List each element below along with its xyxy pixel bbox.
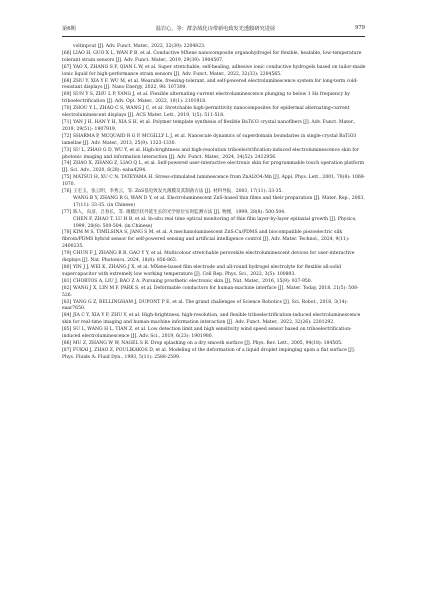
reference-text: YIN J J, WEI K, ZHANG J X, et al. MXene-based film electrode and all-round hydrogel electrolyte for flexible all-solid supercapacitor with extremely low working temperature [J]. Cell Rep. Phys. Sci., 2022, 3(5): 100893.	[62, 265, 342, 277]
reference-number: [67]	[62, 64, 72, 70]
reference-item	[62, 286, 367, 300]
reference-list	[62, 44, 367, 362]
reference-number: [84]	[62, 313, 72, 319]
reference-text: 王宏玉，张云明，李秀云，等. ZnS基电致发光薄膜及其制备方法 [J]. 材料导报，2003, 17(11): 33-35.	[73, 189, 283, 195]
reference-number: [72]	[62, 133, 72, 139]
reference-number: [70]	[62, 106, 72, 112]
reference-text: voltinpcut [J]. Adv. Funct. Mater., 2022, 32(39): 2204823.	[73, 44, 206, 49]
page-header	[62, 22, 365, 34]
reference-number: [74]	[62, 161, 72, 167]
reference-number: [75]	[62, 175, 72, 181]
reference-number: [77]	[62, 209, 72, 215]
reference-text: ZHU Y, XIA Y F, WU M, et al. Wearable, freezing-tolerant, and self-powered electroluminescence system for long-term cold-resistant displays [J]. Nano Energy, 2022, 98: 107309.	[62, 78, 358, 91]
reference-text: JIA C Y, XIA Y F, ZHU Y, et al. High-brightness, high-resolution, and flexible triboelectrification-induced electroluminescence skin for real-time imaging and human-machine information interaction [J]. Adv. Funct. Mater., 2022, 32(26): 2201292.	[62, 313, 361, 326]
reference-item	[62, 120, 367, 134]
reference-item	[62, 265, 367, 279]
reference-text: FUKAI J, ZHAO Z, POULIKAKOS D, et al. Modeling of the deformation of a liquid droplet impinging upon a flat surface [J]. Phys. Fluids A: Fluid Dyn., 1993, 5(11): 2588-2599.	[62, 347, 356, 360]
issue-number: 第6期	[62, 25, 76, 32]
reference-text: 陈人，向彦，吕春长，等. 薄膜层状外延生长的光学原位实时监测方法 [J]. 物理，1999, 28(8): 500-504.	[73, 209, 286, 215]
reference-text: SU L, WANG H L, TIAN Z, et al. Low detection limit and high sensitivity wind speed sensor based on triboelectrification-induced electroluminescence [J]. Adv. Sci., 2019, 6(23): 1901980.	[62, 327, 352, 340]
reference-item	[62, 327, 367, 341]
reference-item	[62, 161, 367, 175]
reference-item	[62, 175, 367, 189]
reference-number: [83]	[62, 299, 72, 305]
reference-number: [69]	[62, 92, 72, 98]
reference-item	[62, 65, 367, 79]
reference-item	[62, 230, 367, 251]
reference-number: [78]	[62, 230, 72, 236]
reference-text: WANG B Y, ZHANG R G, WAN D Y, et al. Electroluminescent ZnS-based thin films and their preparation [J]. Mater. Rep., 2003, 17(11): 33-35. (in Chinese)	[73, 195, 365, 208]
reference-text: SUN Y S, ZHU L P, YANG J, et al. Flexible alternating-current electroluminescence plunging to below 1 Hz frequency by triboelectrification [J]. Adv. Opt. Mater., 2022, 10(1): 2101918.	[62, 92, 350, 105]
reference-text: MATSUI H, XU C N, TATEYAMA H. Stress-stimulated luminescence from ZnAl2O4:Mn [J]. Appl. Phys. Lett., 2001, 78(8): 1068-1070.	[62, 175, 366, 188]
reference-text: LIAO H, GUO X L, WAN P B, et al. Conductive MXene nanocomposite organohydrogel for flexible, healable, low-temperature tolerant strain sensors [J]. Adv. Funct. Mater., 2019, 29(39): 1904507.	[62, 50, 362, 63]
reference-number: [87]	[62, 347, 72, 353]
reference-number: [86]	[62, 340, 72, 346]
reference-item	[62, 189, 367, 196]
reference-item	[62, 348, 367, 362]
reference-number: [80]	[62, 265, 72, 270]
reference-number: [79]	[62, 251, 72, 257]
reference-text: YAN J H, HAN Y H, XIA S H, et al. Polymer template synthesis of flexible BaTiO3 crystal nanofibers [J]. Adv. Funct. Mater., 2019, 29(51): 1907919.	[62, 119, 356, 132]
header-rule	[62, 36, 365, 37]
reference-item	[62, 251, 367, 265]
reference-text: KIM M S, TIMILSINA S, JANG S M, et al. A mechanoluminescent ZnS:Cu/PDMS and biocompatible piezoelectric silk fibroin/PDMS hybrid sensor for self-powered sensing and artificial intelligence control [J]. Adv. Mater. Technol., 2024, 9(11): 2400235.	[62, 230, 350, 250]
reference-text: ZHAO X, ZHANG Z, LIAO Q L, et al. Self-powered user-interactive electronic skin for programmable touch operation platform [J]. Sci. Adv., 2020, 6(28): eaba4294.	[62, 161, 365, 174]
reference-item	[62, 196, 367, 210]
reference-text: YANG G Z, BELLINGHAM J, DUPONT P E, et al. The grand challenges of Science Robotics [J]. Sci. Robot., 2018, 3(14): eaar7650.	[62, 299, 348, 312]
reference-text: SHARMA P, MCQUAID R G P, MCGILLY L J, et al. Nanoscale dynamics of superdomain boundaries in single-crystal BaTiO3 lamellae [J]. Adv. Mater., 2013, 25(9): 1323-1330.	[62, 133, 357, 146]
reference-text: MU Z, ZHANG W W, NAGEL S R. Drop splashing on a dry smooth surface [J]. Phys. Rev. Lett., 2005, 94(18): 184505.	[73, 340, 343, 346]
reference-item	[62, 300, 367, 314]
page-number: 979	[355, 25, 365, 31]
reference-text: ZHOU Y L, ZHAO C S, WANG J C, et al. Stretchable high-permittivity nanocomposites for epidermal alternating-current electroluminescent displays [J]. ACS Mater. Lett., 2019, 1(5): 511-518.	[62, 106, 350, 119]
reference-text: CHUN F J, ZHANG B B, GAO Y Y, et al. Multicolour stretchable perovskite electroluminescent devices for user-interactive displays [J]. Nat. Photonics, 2024, 18(8): 856-863.	[62, 251, 355, 264]
reference-item	[62, 92, 367, 106]
reference-number: [66]	[62, 50, 72, 56]
reference-item	[62, 106, 367, 120]
reference-number: [82]	[62, 285, 72, 291]
reference-item	[62, 79, 367, 93]
reference-text: WANG J X, LIN M F, PARK S, et al. Deformable conductors for human-machine interface [J]. Mater. Today, 2018, 21(5): 508-526.	[62, 285, 359, 298]
reference-text: YAO X, ZHANG S F, QIAN L W, et al. Super stretchable, self-healing, adhesive ionic conductive hydrogels based on tailor-made ionic liquid for high-performance strain sensors [J]. Adv. Funct. Mater., 2022, 32(33): 2204565.	[62, 64, 366, 77]
reference-text: CHORTOS A, LIU J, BAO Z A. Pursuing prosthetic electronic skin [J]. Nat. Mater., 2016, 15(9): 937-950.	[73, 278, 313, 284]
reference-item	[62, 313, 367, 327]
running-title: 温岩心，等：群杂绒化诗带新电致发光透膜研究进展	[155, 25, 276, 32]
reference-item	[62, 148, 367, 162]
reference-item	[62, 341, 367, 348]
reference-text: SU L, ZHAO G D, WU Y, et al. High-brightness and high-resolution triboelectrification-induced electroluminescence skin for photonic imaging and information interaction [J]. Adv. Funct. Mater., 2024, 34(52): 2412956.	[62, 147, 359, 160]
reference-item	[62, 134, 367, 148]
reference-text: CHEN F, ZHAO T, LU H B, et al. In-situ real time optical monitoring of thin film layer-by-layer epitaxial growth [J]. Physics, 1999, 28(8): 500-504. (in Chinese)	[73, 216, 357, 229]
reference-item	[62, 217, 367, 231]
reference-number: [73]	[62, 147, 72, 153]
reference-number: [81]	[62, 278, 72, 284]
reference-number: [76]	[62, 189, 72, 195]
reference-number: [71]	[62, 119, 72, 125]
reference-item	[62, 44, 367, 51]
reference-item	[62, 210, 367, 217]
reference-item	[62, 279, 367, 286]
reference-item	[62, 51, 367, 65]
reference-number: [85]	[62, 327, 72, 333]
reference-number: [68]	[62, 78, 72, 84]
